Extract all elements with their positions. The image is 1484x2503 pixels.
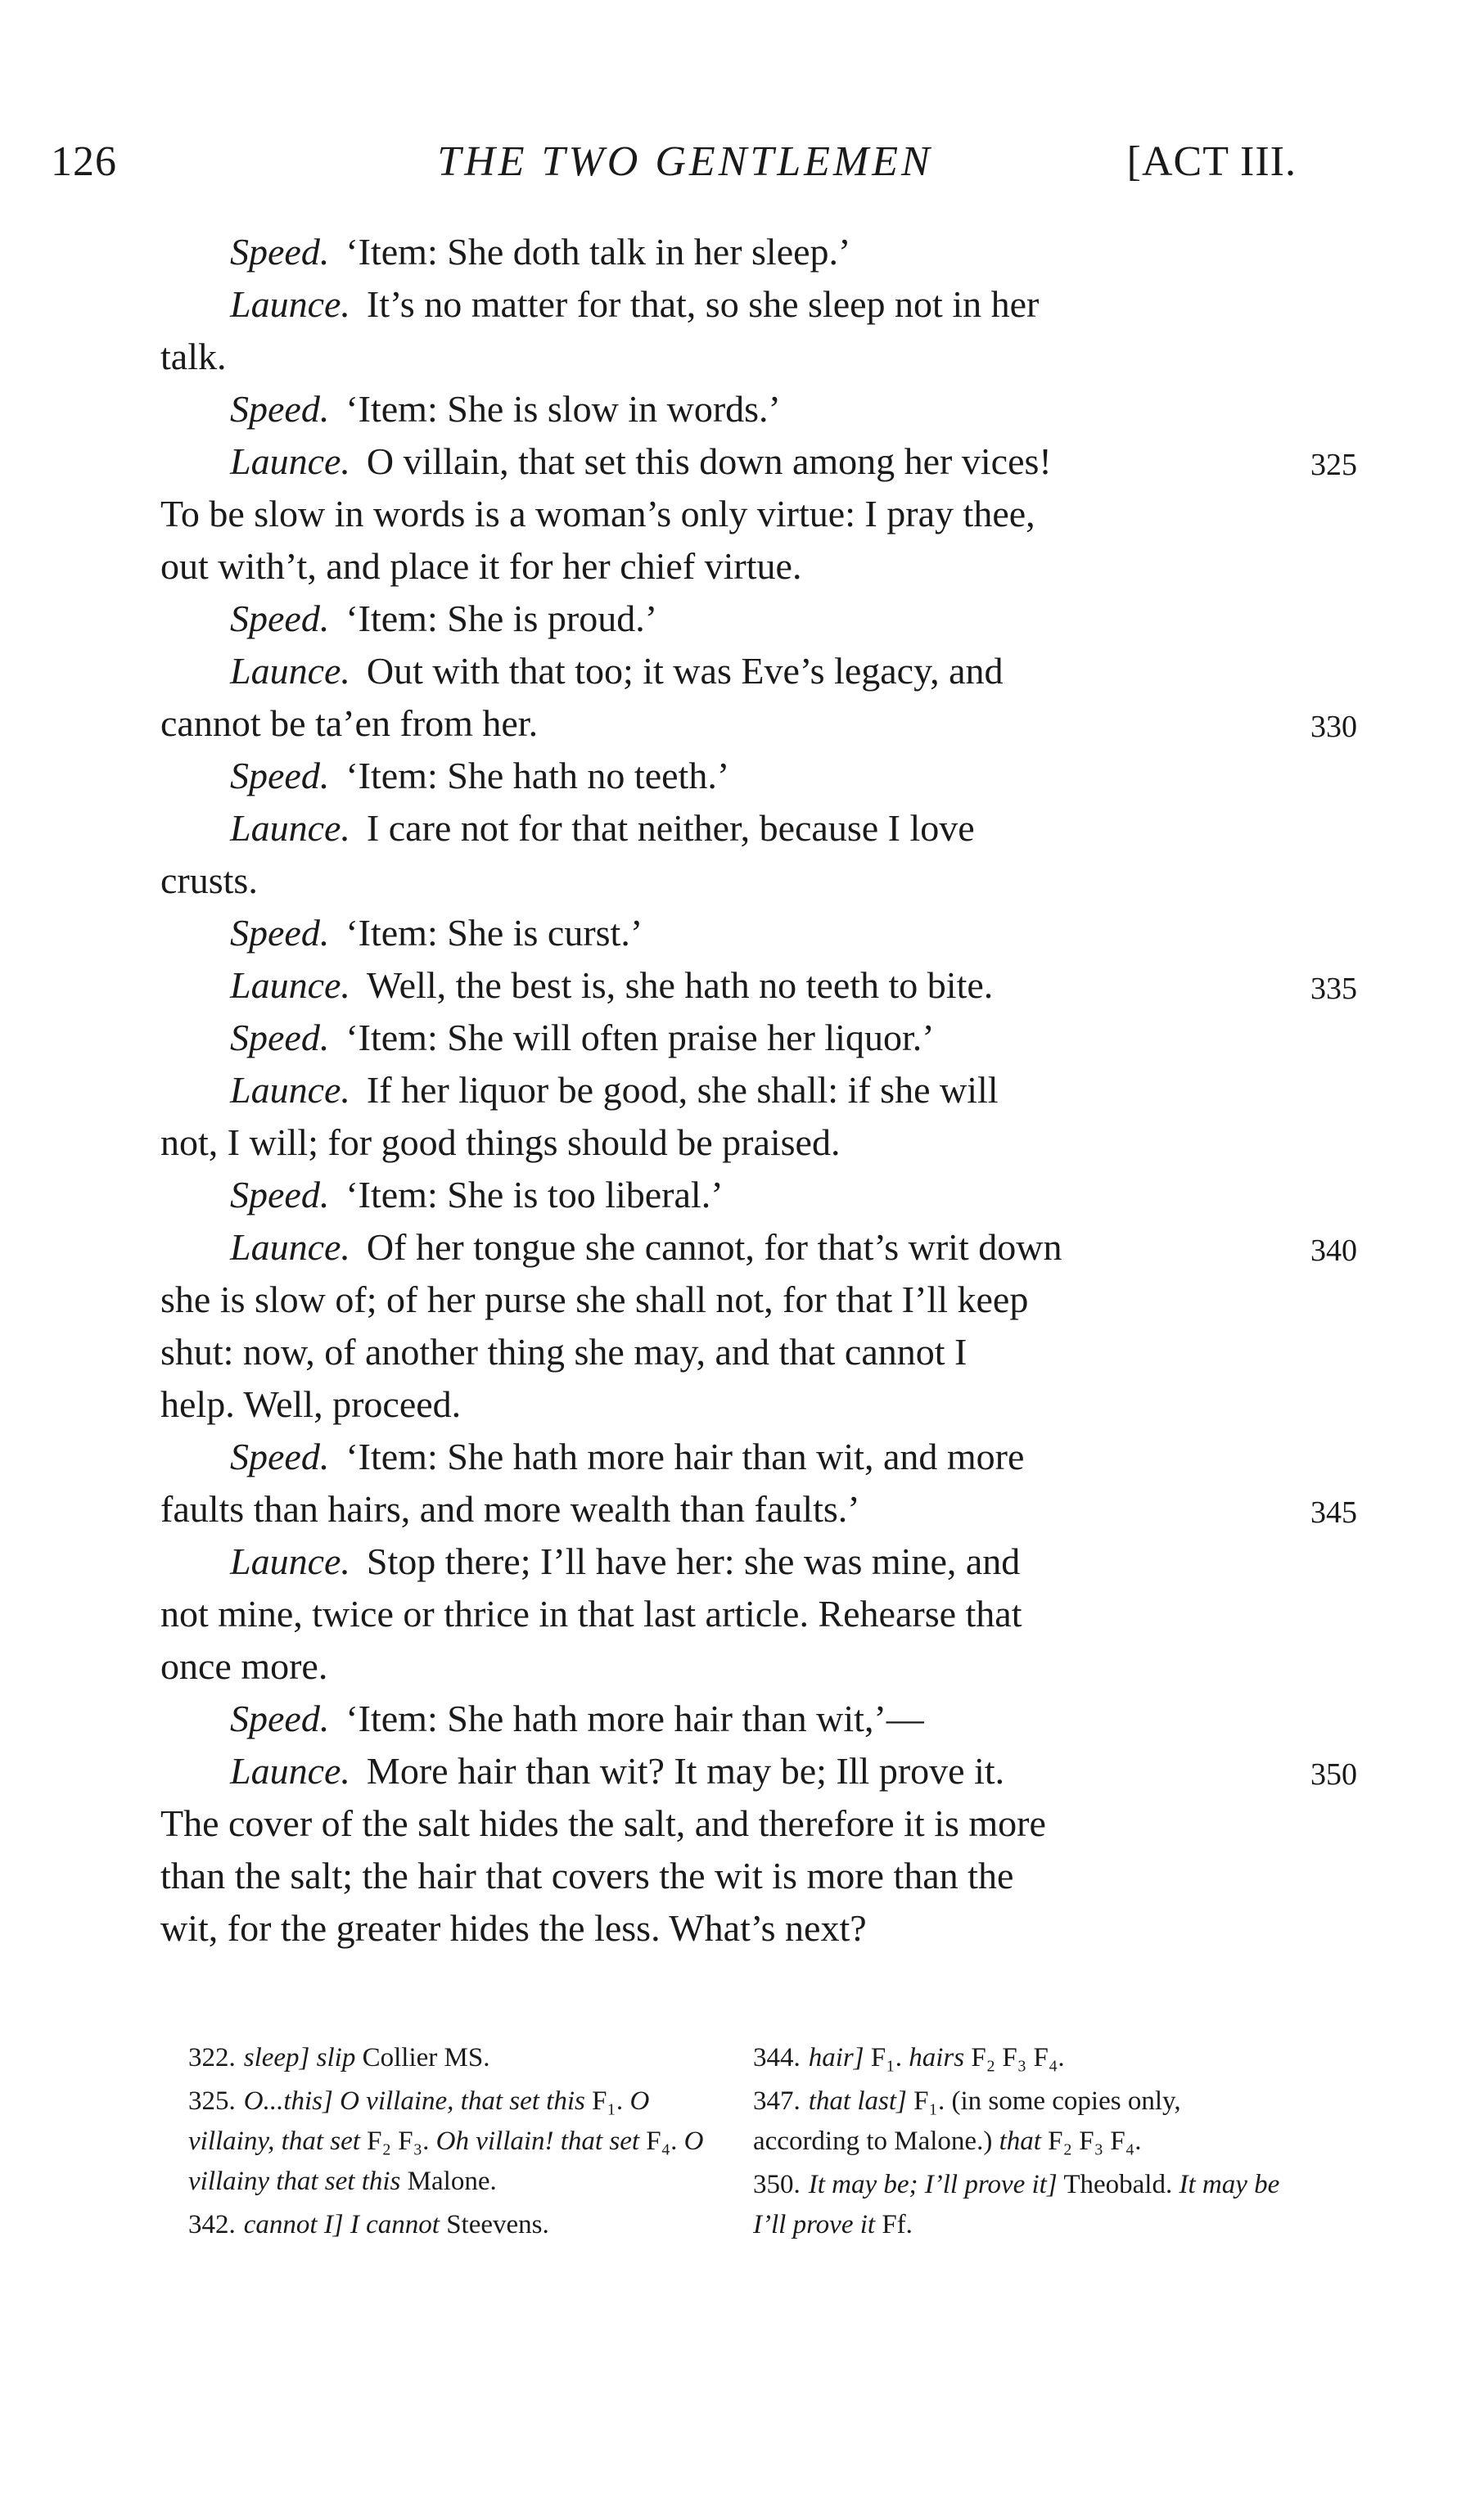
text-line [160,645,1290,697]
text-line [160,331,1290,383]
text-line [160,1483,1357,1536]
line-text: If her liquor be good, she shall: if she will [366,1069,999,1111]
line-text: O villain, that set this down among her vices! [366,440,1052,482]
line-number: 330 [1310,710,1357,744]
footnote-italic-text: O villainy, that set [188,2086,650,2156]
line-number: 325 [1310,448,1357,482]
footnote [188,2205,712,2245]
line-text: ‘Item: She is too liberal.’ [345,1174,724,1215]
footnote-text: Collier MS. [355,2043,490,2072]
line-text: wit, for the greater hides the less. What’s next? [160,1907,867,1949]
footnote [753,2081,1293,2162]
text-line [160,959,1357,1012]
line-text: ‘Item: She is curst.’ [345,912,643,954]
text-line [160,278,1290,331]
footnote-italic-text: O villainy that set this [188,2126,704,2196]
speaker-name: Launce. [230,1540,350,1582]
line-text: not mine, twice or thrice in that last article. Rehearse that [160,1593,1022,1635]
line-text: not, I will; for good things should be praised. [160,1121,841,1163]
text-line [160,1116,1290,1169]
play-text [160,226,1357,1955]
line-text: than the salt; the hair that covers the wit is more than the [160,1855,1014,1896]
text-line [160,1693,1290,1745]
text-line [160,1064,1290,1116]
line-number: 350 [1310,1757,1357,1792]
line-text: cannot be ta’en from her. [160,702,539,744]
speaker-name: Launce. [230,807,350,849]
footnote-text: F₁. [584,2086,630,2116]
speaker-name: Launce. [230,1069,350,1111]
text-line [160,907,1290,959]
footnote-line-number: 350. [753,2170,801,2199]
speaker-name: Speed. [230,598,330,639]
speaker-name: Launce. [230,964,350,1006]
text-line [160,1745,1357,1797]
text-line [160,593,1290,645]
line-text: Stop there; I’ll have her: she was mine, and [366,1540,1021,1582]
line-text: ‘Item: She is slow in words.’ [345,388,781,430]
line-text: talk. [160,336,227,377]
footnote-line-number: 325. [188,2086,236,2116]
footnote-text: F₂ F₃. [359,2126,436,2156]
text-line [160,1536,1290,1588]
text-line [160,1588,1290,1640]
footnote-italic-text: It may be I’ll prove it [753,2170,1280,2239]
text-line [160,488,1290,540]
line-text: she is slow of; of her purse she shall not, for that I’ll keep [160,1279,1029,1320]
line-text: ‘Item: She hath more hair than wit,’— [345,1698,924,1739]
line-text: More hair than wit? It may be; Ill prove it. [366,1750,1005,1792]
footnote-italic-text: sleep] [243,2043,310,2072]
footnote-italic-text: slip [316,2043,356,2072]
footnote-italic-text: that last] [808,2086,907,2116]
page-number: 126 [51,138,117,185]
text-line [160,1378,1290,1431]
speaker-name: Speed. [230,1017,330,1058]
line-text: out with’t, and place it for her chief virtue. [160,545,802,587]
line-text: crusts. [160,859,258,901]
footnote-italic-text: It may be; I’ll prove it] [808,2170,1058,2199]
footnote-line-number: 344. [753,2043,801,2072]
speaker-name: Speed. [230,912,330,954]
text-line [160,540,1290,593]
text-line [160,226,1290,278]
footnote-text: Malone. [400,2167,497,2196]
text-line [160,855,1290,907]
footnote-italic-text: O...this] O villaine, that set this [243,2086,585,2116]
line-text: To be slow in words is a woman’s only virtue: I pray thee, [160,493,1035,534]
text-line [160,1431,1290,1483]
line-number: 345 [1310,1495,1357,1530]
line-number: 340 [1310,1233,1357,1268]
speaker-name: Launce. [230,1226,350,1268]
footnote-text: F₄. [639,2126,684,2156]
line-text: ‘Item: She doth talk in her sleep.’ [345,231,851,273]
line-text: once more. [160,1645,328,1687]
footnote-text: Ff. [875,2210,913,2239]
line-text: ‘Item: She hath more hair than wit, and more [345,1436,1025,1477]
running-title: THE TWO GENTLEMEN [437,138,933,185]
text-line [160,1850,1290,1902]
footnote-text [309,2043,316,2072]
footnote [188,2038,712,2078]
speaker-name: Launce. [230,283,350,325]
line-text: shut: now, of another thing she may, and that cannot I [160,1331,968,1373]
footnote-text: F₁. [864,2043,909,2072]
speaker-name: Launce. [230,650,350,692]
line-number: 335 [1310,972,1357,1006]
footnote-text: F₂ F₃ F₄. [1040,2126,1142,2156]
footnote [753,2038,1293,2078]
line-text: Out with that too; it was Eve’s legacy, and [366,650,1004,692]
text-line [160,1274,1290,1326]
footnote-text: F₂ F₃ F₄. [964,2043,1065,2072]
line-text: Of her tongue she cannot, for that’s writ down [366,1226,1062,1268]
speaker-name: Speed. [230,1436,330,1477]
line-text: ‘Item: She will often praise her liquor.’ [345,1017,935,1058]
footnote-italic-text: cannot I] I cannot [243,2210,440,2239]
text-line [160,1221,1357,1274]
line-text: The cover of the salt hides the salt, and therefore it is more [160,1802,1046,1844]
speaker-name: Speed. [230,1174,330,1215]
text-line [160,1640,1290,1693]
speaker-name: Launce. [230,1750,350,1792]
footnote-line-number: 347. [753,2086,801,2116]
text-line [160,1797,1290,1850]
speaker-name: Speed. [230,1698,330,1739]
footnote-italic-text: Oh villain! that set [435,2126,640,2156]
line-text: I care not for that neither, because I love [366,807,975,849]
text-line [160,435,1357,488]
text-line [160,1326,1290,1378]
footnote-text: Theobald. [1057,2170,1180,2199]
speaker-name: Speed. [230,755,330,796]
footnote-italic-text: hairs [909,2043,965,2072]
speaker-name: Speed. [230,231,330,273]
speaker-name: Speed. [230,388,330,430]
running-header [51,138,1319,195]
speaker-name: Launce. [230,440,350,482]
line-text: ‘Item: She hath no teeth.’ [345,755,730,796]
line-text: ‘Item: She is proud.’ [345,598,658,639]
footnote-italic-text: that [999,2126,1041,2156]
text-line [160,1169,1290,1221]
line-text: Well, the best is, she hath no teeth to bite. [366,964,994,1006]
footnote [753,2165,1293,2245]
footnote-line-number: 342. [188,2210,236,2239]
footnote [188,2081,712,2202]
footnote-line-number: 322. [188,2043,236,2072]
text-line [160,1902,1290,1955]
footnote-text: Steevens. [439,2210,549,2239]
text-line [160,697,1357,750]
footnotes-right-column [753,2038,1293,2248]
line-text: It’s no matter for that, so she sleep not in her [366,283,1040,325]
act-marker: [ACT III. [1126,138,1297,185]
text-line [160,383,1290,435]
text-line [160,802,1290,855]
footnotes-left-column [188,2038,712,2248]
footnote-text: F₁. (in some copies only, according to Malone.) [753,2086,1181,2156]
footnote-italic-text: hair] [808,2043,864,2072]
text-line [160,1012,1290,1064]
line-text: help. Well, proceed. [160,1383,462,1425]
text-line [160,750,1290,802]
line-text: faults than hairs, and more wealth than faults.’ [160,1488,860,1530]
